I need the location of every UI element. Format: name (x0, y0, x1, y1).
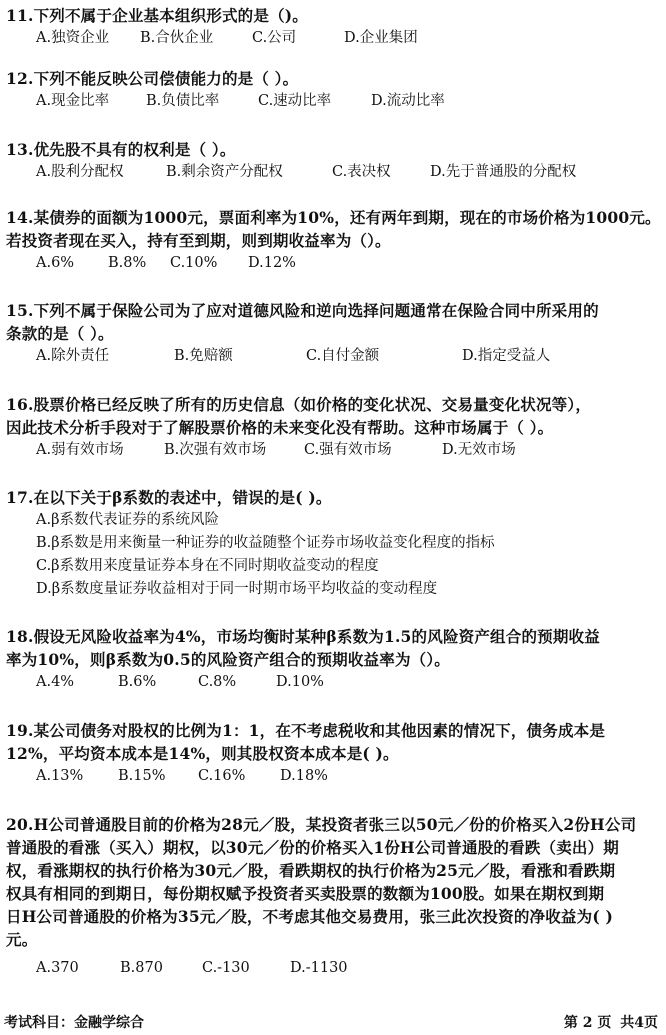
option-d: D.10% (276, 674, 324, 690)
option-b: B.β系数是用来衡量一种证券的收益随整个证券市场收益变化程度的指标 (36, 535, 495, 551)
question-options (6, 765, 658, 788)
option-a: A.除外责任 (36, 348, 110, 364)
option-d: D.企业集团 (344, 30, 418, 46)
option-a: A.370 (36, 960, 79, 976)
option-c: C.公司 (252, 30, 297, 46)
option-d: D.无效市场 (442, 442, 516, 458)
question-stem: 13.优先股不具有的权利是（ ）。 (6, 140, 236, 159)
option-d: D.β系数度量证券收益相对于同一时期市场平均收益的变动程度 (36, 581, 438, 597)
question-options (6, 161, 658, 184)
option-a: A.现金比率 (36, 93, 110, 109)
question-options (6, 345, 658, 368)
question-options (6, 439, 658, 462)
option-d: D.流动比率 (371, 93, 445, 109)
exam-subject: 考试科目：金融学综合 (4, 1015, 144, 1031)
option-d: D.-1130 (290, 960, 348, 976)
option-b: B.次强有效市场 (164, 442, 267, 458)
question-stem: 普通股的看涨（买入）期权，以30元／份的价格买入1份H公司普通股的看跌（卖出）期 (6, 838, 620, 857)
option-c: C.16% (198, 768, 246, 784)
question-stem: 权，看涨期权的执行价格为30元／股，看跌期权的执行价格为25元／股，看涨和看跌期 (6, 861, 616, 880)
option-c: C.10% (170, 255, 218, 271)
question-stem: 12.下列不能反映公司偿债能力的是（ ）。 (6, 69, 299, 88)
question-20 (6, 813, 658, 980)
question-stem: 17.在以下关于β系数的表述中，错误的是( )。 (6, 488, 332, 507)
question-15 (6, 299, 658, 368)
page-number (560, 1012, 658, 1032)
option-d: D.先于普通股的分配权 (430, 164, 577, 180)
question-stem: 权具有相同的到期日，每份期权赋予投资者买卖股票的数额为100股。如果在期权到期 (6, 884, 605, 903)
question-options (6, 957, 658, 980)
question-stem: 11.下列不属于企业基本组织形式的是（)。 (6, 6, 309, 25)
question-stem: 率为10%，则β系数为0.5的风险资产组合的预期收益率为（）。 (6, 650, 451, 669)
option-d: D.18% (280, 768, 328, 784)
question-19 (6, 719, 658, 788)
question-stem: 19.某公司债务对股权的比例为1：1，在不考虑税收和其他因素的情况下，债务成本是 (6, 721, 606, 740)
question-12 (6, 67, 658, 113)
question-stem: 16.股票价格已经反映了所有的历史信息（如价格的变化状况、交易量变化状况等）， (6, 395, 592, 414)
question-stem: 因此技术分析手段对于了解股票价格的未来变化没有帮助。这种市场属于（ ）。 (6, 418, 554, 437)
question-options (6, 90, 658, 113)
option-c: C.自付金额 (306, 348, 380, 364)
question-options (6, 27, 658, 50)
question-stem: 条款的是（ ）。 (6, 324, 114, 343)
option-c: C.β系数用来度量证券本身在不同时期收益变动的程度 (36, 558, 379, 574)
option-d: D.指定受益人 (462, 348, 551, 364)
question-stem: 15.下列不属于保险公司为了应对道德风险和逆向选择问题通常在保险合同中所采用的 (6, 301, 599, 320)
option-b: B.合伙企业 (140, 30, 214, 46)
page-current: 第 2 页 (563, 1015, 612, 1031)
question-options (6, 252, 658, 275)
question-stem: 12%，平均资本成本是14%，则其股权资本成本是( )。 (6, 744, 399, 763)
option-b: B.15% (118, 768, 166, 784)
option-c: C.8% (198, 674, 237, 690)
question-16 (6, 393, 658, 462)
page-total: 共4页 (620, 1015, 658, 1031)
option-b: B.8% (108, 255, 147, 271)
page-footer (4, 1012, 658, 1032)
option-c: C.速动比率 (258, 93, 332, 109)
option-b: B.剩余资产分配权 (166, 164, 283, 180)
option-a: A.4% (36, 674, 75, 690)
question-18 (6, 625, 658, 694)
question-17 (6, 486, 658, 601)
option-a: A.6% (36, 255, 75, 271)
option-a: A.13% (36, 768, 84, 784)
option-a: A.弱有效市场 (36, 442, 124, 458)
option-b: B.免赔额 (174, 348, 233, 364)
question-options (6, 671, 658, 694)
option-b: B.870 (120, 960, 163, 976)
option-c: C.强有效市场 (304, 442, 392, 458)
question-stem: 18.假设无风险收益率为4%，市场均衡时某种β系数为1.5的风险资产组合的预期收益 (6, 627, 600, 646)
option-a: A.β系数代表证券的系统风险 (36, 512, 219, 528)
question-11 (6, 4, 658, 50)
question-stem: 日H公司普通股的价格为35元／股，不考虑其他交易费用，张三此次投资的净收益为( ) (6, 907, 613, 926)
question-stem: 若投资者现在买入，持有至到期，则到期收益率为（）。 (6, 231, 391, 250)
option-a: A.独资企业 (36, 30, 110, 46)
question-14 (6, 206, 661, 275)
question-stem: 20.H公司普通股目前的价格为28元／股，某投资者张三以50元／份的价格买入2份H公司 (6, 815, 637, 834)
option-c: C.表决权 (332, 164, 391, 180)
option-c: C.-130 (202, 960, 250, 976)
question-13 (6, 138, 658, 184)
question-stem: 元。 (6, 930, 38, 949)
option-a: A.股利分配权 (36, 164, 124, 180)
option-d: D.12% (248, 255, 296, 271)
option-b: B.6% (118, 674, 157, 690)
option-b: B.负债比率 (146, 93, 220, 109)
question-stem: 14.某债券的面额为1000元，票面利率为10%，还有两年到期，现在的市场价格为1000元。 (6, 208, 661, 227)
